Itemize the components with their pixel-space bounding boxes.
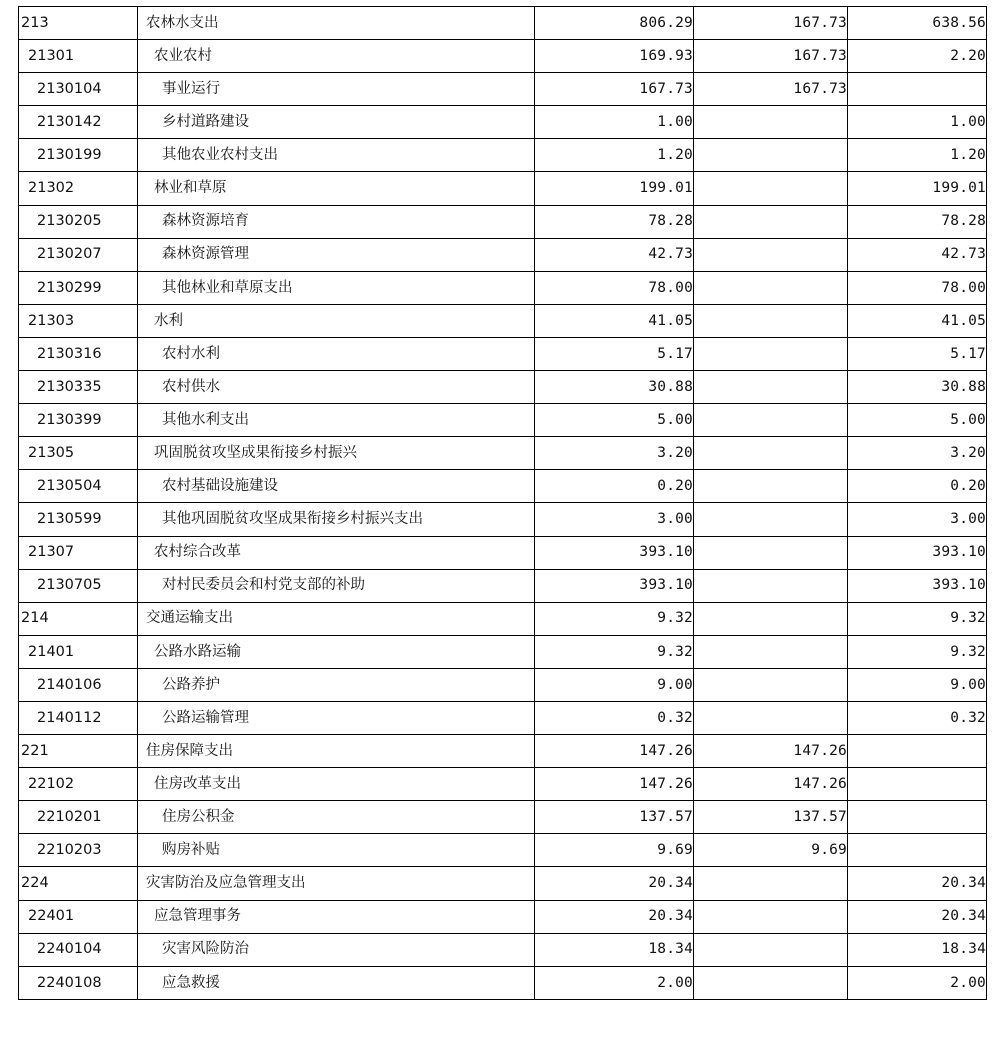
- basic-expenditure-cell: [694, 701, 848, 734]
- code-cell: 2130504: [19, 470, 138, 503]
- basic-expenditure-cell: 9.69: [694, 834, 848, 867]
- table-row: [19, 867, 987, 900]
- total-cell: 393.10: [535, 536, 694, 569]
- basic-expenditure-cell: [694, 404, 848, 437]
- table-row: [19, 834, 987, 867]
- code-cell: 2140112: [19, 701, 138, 734]
- basic-expenditure-cell: [694, 205, 848, 238]
- table-body: [19, 7, 987, 1000]
- name-cell: 应急救援: [138, 966, 535, 999]
- basic-expenditure-cell: [694, 668, 848, 701]
- name-cell: 其他水利支出: [138, 404, 535, 437]
- total-cell: 0.32: [535, 701, 694, 734]
- name-cell: 事业运行: [138, 73, 535, 106]
- table-row: [19, 503, 987, 536]
- total-cell: 1.00: [535, 106, 694, 139]
- total-cell: 5.00: [535, 404, 694, 437]
- code-cell: 21301: [19, 40, 138, 73]
- table-row: [19, 701, 987, 734]
- table-row: [19, 900, 987, 933]
- table-row: [19, 602, 987, 635]
- table-row: [19, 40, 987, 73]
- project-expenditure-cell: 78.00: [848, 271, 987, 304]
- basic-expenditure-cell: [694, 437, 848, 470]
- project-expenditure-cell: 1.00: [848, 106, 987, 139]
- code-cell: 2130705: [19, 569, 138, 602]
- table-row: [19, 966, 987, 999]
- basic-expenditure-cell: [694, 933, 848, 966]
- project-expenditure-cell: [848, 768, 987, 801]
- code-cell: 2130599: [19, 503, 138, 536]
- basic-expenditure-cell: [694, 503, 848, 536]
- basic-expenditure-cell: 147.26: [694, 735, 848, 768]
- name-cell: 森林资源培育: [138, 205, 535, 238]
- name-cell: 对村民委员会和村党支部的补助: [138, 569, 535, 602]
- table-row: [19, 106, 987, 139]
- code-cell: 2210201: [19, 801, 138, 834]
- project-expenditure-cell: 41.05: [848, 304, 987, 337]
- code-cell: 21303: [19, 304, 138, 337]
- project-expenditure-cell: 9.32: [848, 635, 987, 668]
- table-row: [19, 304, 987, 337]
- table-row: [19, 371, 987, 404]
- table-row: [19, 205, 987, 238]
- project-expenditure-cell: [848, 735, 987, 768]
- name-cell: 住房保障支出: [138, 735, 535, 768]
- name-cell: 灾害防治及应急管理支出: [138, 867, 535, 900]
- name-cell: 公路水路运输: [138, 635, 535, 668]
- code-cell: 2140106: [19, 668, 138, 701]
- basic-expenditure-cell: [694, 106, 848, 139]
- name-cell: 公路养护: [138, 668, 535, 701]
- total-cell: 20.34: [535, 900, 694, 933]
- table-row: [19, 569, 987, 602]
- project-expenditure-cell: 20.34: [848, 900, 987, 933]
- project-expenditure-cell: 393.10: [848, 569, 987, 602]
- project-expenditure-cell: 20.34: [848, 867, 987, 900]
- name-cell: 其他农业农村支出: [138, 139, 535, 172]
- expenditure-table: [18, 6, 987, 1000]
- name-cell: 乡村道路建设: [138, 106, 535, 139]
- basic-expenditure-cell: [694, 635, 848, 668]
- name-cell: 农业农村: [138, 40, 535, 73]
- total-cell: 169.93: [535, 40, 694, 73]
- name-cell: 交通运输支出: [138, 602, 535, 635]
- project-expenditure-cell: 9.00: [848, 668, 987, 701]
- code-cell: 2130399: [19, 404, 138, 437]
- table-row: [19, 404, 987, 437]
- name-cell: 应急管理事务: [138, 900, 535, 933]
- table-row: [19, 635, 987, 668]
- code-cell: 2130335: [19, 371, 138, 404]
- project-expenditure-cell: 2.00: [848, 966, 987, 999]
- basic-expenditure-cell: [694, 271, 848, 304]
- basic-expenditure-cell: [694, 470, 848, 503]
- code-cell: 2130316: [19, 337, 138, 370]
- name-cell: 农村综合改革: [138, 536, 535, 569]
- basic-expenditure-cell: [694, 867, 848, 900]
- code-cell: 2130205: [19, 205, 138, 238]
- code-cell: 2130299: [19, 271, 138, 304]
- total-cell: 147.26: [535, 735, 694, 768]
- name-cell: 水利: [138, 304, 535, 337]
- basic-expenditure-cell: [694, 536, 848, 569]
- name-cell: 其他林业和草原支出: [138, 271, 535, 304]
- project-expenditure-cell: 3.00: [848, 503, 987, 536]
- name-cell: 森林资源管理: [138, 238, 535, 271]
- project-expenditure-cell: 1.20: [848, 139, 987, 172]
- basic-expenditure-cell: [694, 238, 848, 271]
- total-cell: 9.00: [535, 668, 694, 701]
- total-cell: 0.20: [535, 470, 694, 503]
- code-cell: 2240104: [19, 933, 138, 966]
- basic-expenditure-cell: [694, 602, 848, 635]
- name-cell: 灾害风险防治: [138, 933, 535, 966]
- project-expenditure-cell: [848, 801, 987, 834]
- code-cell: 2210203: [19, 834, 138, 867]
- total-cell: 18.34: [535, 933, 694, 966]
- table-row: [19, 238, 987, 271]
- name-cell: 林业和草原: [138, 172, 535, 205]
- total-cell: 806.29: [535, 7, 694, 40]
- basic-expenditure-cell: 167.73: [694, 73, 848, 106]
- project-expenditure-cell: 3.20: [848, 437, 987, 470]
- table-row: [19, 337, 987, 370]
- name-cell: 巩固脱贫攻坚成果衔接乡村振兴: [138, 437, 535, 470]
- total-cell: 1.20: [535, 139, 694, 172]
- total-cell: 42.73: [535, 238, 694, 271]
- table-row: [19, 437, 987, 470]
- name-cell: 住房改革支出: [138, 768, 535, 801]
- total-cell: 393.10: [535, 569, 694, 602]
- basic-expenditure-cell: [694, 304, 848, 337]
- total-cell: 137.57: [535, 801, 694, 834]
- basic-expenditure-cell: [694, 172, 848, 205]
- name-cell: 农村基础设施建设: [138, 470, 535, 503]
- table-row: [19, 7, 987, 40]
- basic-expenditure-cell: 167.73: [694, 7, 848, 40]
- code-cell: 22401: [19, 900, 138, 933]
- code-cell: 224: [19, 867, 138, 900]
- basic-expenditure-cell: [694, 900, 848, 933]
- code-cell: 221: [19, 735, 138, 768]
- code-cell: 21305: [19, 437, 138, 470]
- table-row: [19, 801, 987, 834]
- name-cell: 其他巩固脱贫攻坚成果衔接乡村振兴支出: [138, 503, 535, 536]
- code-cell: 2130104: [19, 73, 138, 106]
- project-expenditure-cell: [848, 73, 987, 106]
- table-row: [19, 933, 987, 966]
- name-cell: 购房补贴: [138, 834, 535, 867]
- code-cell: 2130142: [19, 106, 138, 139]
- code-cell: 214: [19, 602, 138, 635]
- total-cell: 3.20: [535, 437, 694, 470]
- total-cell: 199.01: [535, 172, 694, 205]
- table-row: [19, 470, 987, 503]
- total-cell: 9.32: [535, 602, 694, 635]
- code-cell: 22102: [19, 768, 138, 801]
- total-cell: 167.73: [535, 73, 694, 106]
- table-row: [19, 735, 987, 768]
- name-cell: 住房公积金: [138, 801, 535, 834]
- table-row: [19, 73, 987, 106]
- table-row: [19, 668, 987, 701]
- project-expenditure-cell: 199.01: [848, 172, 987, 205]
- name-cell: 农村水利: [138, 337, 535, 370]
- project-expenditure-cell: 5.17: [848, 337, 987, 370]
- name-cell: 农林水支出: [138, 7, 535, 40]
- table-row: [19, 768, 987, 801]
- code-cell: 2130199: [19, 139, 138, 172]
- project-expenditure-cell: [848, 834, 987, 867]
- basic-expenditure-cell: 167.73: [694, 40, 848, 73]
- table-row: [19, 172, 987, 205]
- project-expenditure-cell: 393.10: [848, 536, 987, 569]
- table-row: [19, 139, 987, 172]
- project-expenditure-cell: 9.32: [848, 602, 987, 635]
- code-cell: 21302: [19, 172, 138, 205]
- basic-expenditure-cell: [694, 966, 848, 999]
- project-expenditure-cell: 30.88: [848, 371, 987, 404]
- basic-expenditure-cell: [694, 337, 848, 370]
- project-expenditure-cell: 18.34: [848, 933, 987, 966]
- project-expenditure-cell: 0.32: [848, 701, 987, 734]
- code-cell: 21307: [19, 536, 138, 569]
- total-cell: 78.00: [535, 271, 694, 304]
- code-cell: 2130207: [19, 238, 138, 271]
- total-cell: 9.69: [535, 834, 694, 867]
- total-cell: 30.88: [535, 371, 694, 404]
- project-expenditure-cell: 2.20: [848, 40, 987, 73]
- code-cell: 213: [19, 7, 138, 40]
- table-row: [19, 271, 987, 304]
- basic-expenditure-cell: [694, 371, 848, 404]
- project-expenditure-cell: 638.56: [848, 7, 987, 40]
- total-cell: 147.26: [535, 768, 694, 801]
- table-row: [19, 536, 987, 569]
- total-cell: 2.00: [535, 966, 694, 999]
- basic-expenditure-cell: [694, 569, 848, 602]
- code-cell: 21401: [19, 635, 138, 668]
- total-cell: 9.32: [535, 635, 694, 668]
- code-cell: 2240108: [19, 966, 138, 999]
- total-cell: 5.17: [535, 337, 694, 370]
- total-cell: 20.34: [535, 867, 694, 900]
- total-cell: 3.00: [535, 503, 694, 536]
- project-expenditure-cell: 78.28: [848, 205, 987, 238]
- project-expenditure-cell: 5.00: [848, 404, 987, 437]
- basic-expenditure-cell: 137.57: [694, 801, 848, 834]
- project-expenditure-cell: 42.73: [848, 238, 987, 271]
- basic-expenditure-cell: 147.26: [694, 768, 848, 801]
- total-cell: 41.05: [535, 304, 694, 337]
- total-cell: 78.28: [535, 205, 694, 238]
- basic-expenditure-cell: [694, 139, 848, 172]
- name-cell: 公路运输管理: [138, 701, 535, 734]
- project-expenditure-cell: 0.20: [848, 470, 987, 503]
- name-cell: 农村供水: [138, 371, 535, 404]
